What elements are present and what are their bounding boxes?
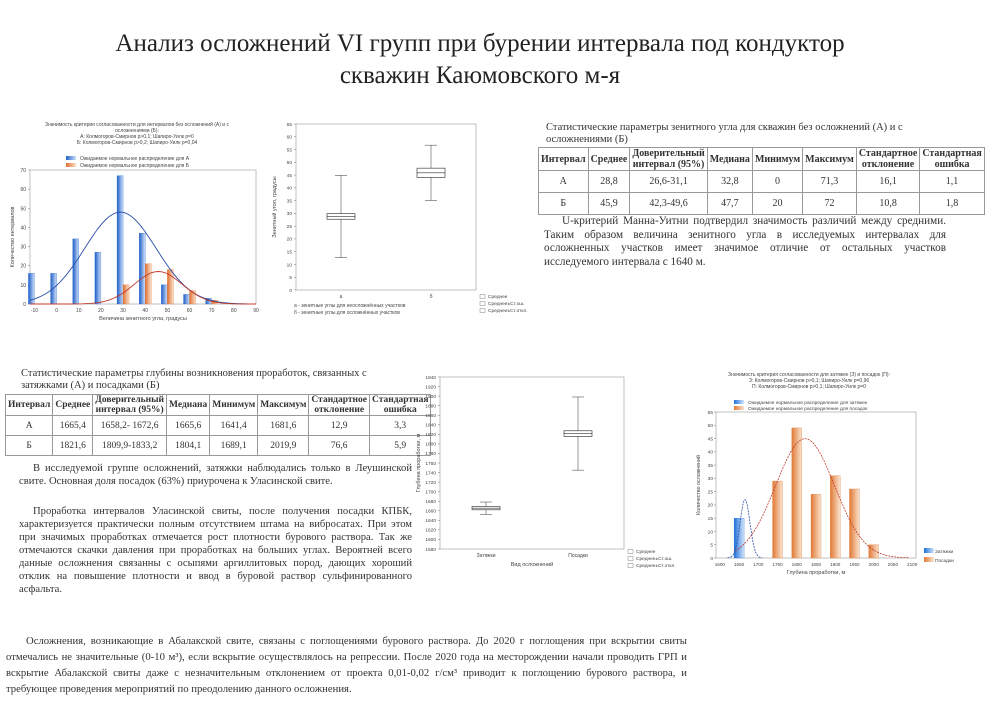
table2-header-cell: Доверительный интервал (95%) bbox=[93, 395, 167, 416]
y-tick-label: 1760 bbox=[425, 461, 436, 467]
bar-a bbox=[51, 273, 57, 304]
bar-a bbox=[117, 176, 123, 304]
table1-header-cell: Доверительный интервал (95%) bbox=[630, 148, 707, 171]
legend-label: Среднее bbox=[636, 550, 656, 555]
y-tick-label: 1780 bbox=[425, 452, 436, 458]
table2-caption: Статистические параметры глубины возникновения проработок, связанных с затяжками (А) и посадками (Б) bbox=[21, 368, 367, 391]
table-cell: 5,9 bbox=[369, 436, 431, 456]
table-cell: 1689,1 bbox=[210, 436, 258, 456]
histogram-depth-panel bbox=[694, 372, 958, 582]
side-legend-swatch bbox=[924, 548, 934, 553]
table1-panel bbox=[538, 122, 982, 215]
table-cell: 20 bbox=[752, 193, 802, 215]
table2-header-row bbox=[6, 395, 431, 416]
boxplot-zenith-panel bbox=[272, 122, 538, 322]
legend-marker bbox=[628, 550, 633, 554]
bar-a bbox=[139, 233, 145, 304]
y-tick-label: 10 bbox=[286, 263, 292, 269]
table-cell: 1,8 bbox=[920, 193, 984, 215]
x-tick-label: 1650 bbox=[733, 562, 745, 567]
y-tick-label: 10 bbox=[20, 282, 26, 289]
ulasinskaya-paragraph: Проработка интервалов Уласинской свиты, после получения посадки КПБК, характеризуется практически полным отсутствием штама на вибросатах. При этом при значимых проработках отмечается рост плотности бурового раствора. Так же отмечаются скачки давления при проработках на больших углах. Вероятней всего данные осложнения связанны с осыпями аргиллитовых пород, дающих хороший отклик на повышение плотности и ввод в буровой раствор сульфинированного асфальта. bbox=[19, 506, 412, 595]
y-tick-label: 1860 bbox=[425, 414, 436, 420]
x-tick-label: 70 bbox=[208, 308, 215, 314]
x-axis-label: Вид осложнений bbox=[510, 562, 554, 568]
table-cell: 1665,4 bbox=[53, 416, 93, 436]
y-tick-label: 5 bbox=[289, 276, 292, 282]
table2-header-cell: Среднее bbox=[53, 395, 93, 416]
y-tick-label: 50 bbox=[707, 424, 713, 430]
y-tick-label: 55 bbox=[286, 148, 292, 154]
y-tick-label: 15 bbox=[707, 516, 713, 522]
table-cell: 72 bbox=[803, 193, 857, 215]
x-tick-label: 1850 bbox=[810, 562, 822, 567]
y-tick-label: 1800 bbox=[425, 442, 436, 448]
legend-label: Среднее bbox=[488, 295, 508, 300]
y-tick-label: 60 bbox=[286, 135, 292, 141]
boxplot-depth-panel bbox=[418, 373, 690, 573]
y-tick-label: 1600 bbox=[425, 538, 436, 544]
y-tick-label: 30 bbox=[20, 244, 26, 251]
y-tick-label: 50 bbox=[286, 161, 292, 167]
y-tick-label: 10 bbox=[707, 530, 713, 536]
legend-label: Среднее±Ст.откл. bbox=[636, 564, 676, 569]
table-cell: 1681,6 bbox=[258, 416, 309, 436]
x-tick-label: 1600 bbox=[714, 562, 725, 567]
y-tick-label: 65 bbox=[286, 122, 292, 128]
y-tick-label: 1620 bbox=[425, 528, 436, 534]
table-cell: 16,1 bbox=[856, 171, 920, 193]
legend-marker bbox=[480, 309, 485, 313]
legend-swatch-a bbox=[734, 400, 744, 404]
table1-header-cell: Интервал bbox=[539, 148, 589, 171]
legend-label: Ожидаемое нормальное распределение для посадок bbox=[748, 407, 868, 412]
legend-swatch-a bbox=[66, 156, 76, 160]
y-tick-label: 30 bbox=[286, 212, 292, 218]
y-tick-label: 1680 bbox=[425, 500, 436, 506]
y-tick-label: 5 bbox=[710, 543, 713, 549]
y-tick-label: 0 bbox=[710, 556, 713, 562]
y-tick-label: 1900 bbox=[425, 394, 436, 400]
x-tick-label: 2100 bbox=[907, 562, 918, 567]
table-row bbox=[539, 171, 985, 193]
table2-header-cell: Медиана bbox=[167, 395, 210, 416]
legend-label: Ожидаемое нормальное распределение для затяжек bbox=[748, 401, 868, 406]
x-tick-label: 1700 bbox=[753, 562, 764, 567]
legend-label: Ожидаемое нормальное распределение для Б bbox=[80, 163, 190, 169]
x-axis-label: Величина зенитного угла, градусы bbox=[99, 316, 187, 322]
y-tick-label: 40 bbox=[286, 186, 292, 192]
table-cell: 2019,9 bbox=[258, 436, 309, 456]
hist1-header-line: Б: Колмогоров-Смирнов p>0,2; Шапиро-Уилк p=0,04 bbox=[76, 140, 198, 146]
table-cell: 1,1 bbox=[920, 171, 984, 193]
abalak-paragraph: Осложнения, возникающие в Абалакской свите, связаны с поглощениями бурового раствора. До 2020 г поглощения при вскрытии свиты отмечались не значительные (0-10 м³), если вскрытие осуществлялось на репрессии. После 2020 года на месторождении начали проводить ГРП и вскрытие Абалакской свиты даже с незначительным отклонением от проекта 0,01-0,02 г/см³ приводит к поглощению бурового раствора, и требующее проведения мероприятий по преодолению данного осложнения. bbox=[6, 635, 687, 695]
histogram-zenith-chart bbox=[6, 122, 268, 322]
y-tick-label: 1640 bbox=[425, 519, 436, 525]
legend-label: Среднее±Ст.ош. bbox=[636, 557, 673, 562]
plot-area bbox=[440, 377, 624, 549]
x-tick-label: 0 bbox=[55, 308, 58, 314]
y-tick-label: 1880 bbox=[425, 404, 436, 410]
table2-header-cell: Минимум bbox=[210, 395, 258, 416]
table-cell: 42,3-49,6 bbox=[630, 193, 707, 215]
table-cell: 1809,9-1833,2 bbox=[93, 436, 167, 456]
x-tick-label: 1900 bbox=[830, 562, 841, 567]
y-tick-label: 1920 bbox=[425, 385, 436, 391]
side-legend-label: Затяжки bbox=[935, 550, 954, 555]
y-tick-label: 35 bbox=[707, 463, 713, 469]
bar-posadki bbox=[773, 481, 783, 558]
boxplot-zenith-chart bbox=[272, 122, 538, 322]
table1 bbox=[538, 147, 985, 215]
x-tick-label: 20 bbox=[98, 308, 104, 314]
x-tick-label: 80 bbox=[231, 308, 237, 314]
table-row bbox=[6, 436, 431, 456]
y-tick-label: 1820 bbox=[425, 433, 436, 439]
legend-label: Среднее±Ст.ош. bbox=[488, 302, 525, 307]
y-tick-label: 70 bbox=[20, 168, 26, 174]
bar-b bbox=[145, 264, 151, 304]
y-tick-label: 45 bbox=[707, 437, 713, 443]
hist1-header-line: осложнениями (Б): bbox=[115, 128, 159, 134]
x-tick-label: 1800 bbox=[791, 562, 802, 567]
table-cell: 1641,4 bbox=[210, 416, 258, 436]
y-tick-label: 30 bbox=[707, 477, 713, 483]
y-tick-label: 50 bbox=[20, 206, 26, 213]
x-tick-label: 60 bbox=[186, 308, 193, 314]
table1-header-cell: Максимум bbox=[803, 148, 857, 171]
bar-posadki bbox=[869, 545, 879, 558]
legend-label: Среднее±Ст.откл. bbox=[488, 309, 528, 314]
y-tick-label: 0 bbox=[23, 302, 26, 308]
note-text: б - зенитные углы для осложнённых участков bbox=[294, 310, 400, 316]
y-tick-label: 20 bbox=[707, 503, 713, 509]
x-tick-label: 1950 bbox=[849, 562, 860, 567]
table2 bbox=[5, 394, 431, 456]
bar-a bbox=[73, 239, 79, 304]
x-category-label: а bbox=[339, 294, 343, 300]
table1-header-cell: Среднее bbox=[588, 148, 630, 171]
table2-header-cell: Интервал bbox=[6, 395, 53, 416]
table1-header-cell: Медиана bbox=[707, 148, 752, 171]
x-tick-label: 90 bbox=[253, 308, 259, 314]
x-category-label: Посадки bbox=[568, 553, 588, 559]
hist2-header-line: П: Колмогоров-Смирнов p>0,1; Шапиро-Уилк p=0 bbox=[752, 384, 866, 390]
y-axis-label: Количество интервалов bbox=[10, 206, 16, 268]
y-tick-label: 1720 bbox=[425, 480, 436, 486]
table-cell: Б bbox=[6, 436, 53, 456]
page-title bbox=[60, 28, 900, 92]
plot-area bbox=[296, 124, 476, 290]
bar-posadki bbox=[849, 489, 859, 558]
table-row bbox=[6, 416, 431, 436]
table2-panel bbox=[5, 368, 429, 456]
x-tick-label: 40 bbox=[142, 308, 148, 314]
x-category-label: б bbox=[429, 294, 433, 300]
table-cell: 1821,6 bbox=[53, 436, 93, 456]
legend-marker bbox=[480, 302, 485, 306]
table2-header-cell: Стандартная ошибка bbox=[369, 395, 431, 416]
bar-b bbox=[123, 285, 129, 304]
table1-header-cell: Минимум bbox=[752, 148, 802, 171]
title-line-2: скважин Каюмовского м-я bbox=[339, 62, 621, 89]
table1-header-row bbox=[539, 148, 985, 171]
y-axis-label: Глубина проработки, м bbox=[416, 433, 422, 493]
table-row bbox=[539, 193, 985, 215]
y-tick-label: 1660 bbox=[425, 509, 436, 515]
table-cell: А bbox=[539, 171, 589, 193]
y-tick-label: 0 bbox=[289, 288, 292, 294]
bar-a bbox=[95, 252, 101, 304]
table-cell: 10,8 bbox=[856, 193, 920, 215]
legend-marker bbox=[628, 557, 633, 561]
bar-a bbox=[184, 294, 190, 304]
bar-a bbox=[161, 285, 167, 304]
y-tick-label: 1580 bbox=[425, 547, 436, 553]
complications-paragraph: В исследуемой группе осложнений, затяжки наблюдались только в Леушинской свите. Основная доля посадок (63%) приурочена к Уласинской свите. bbox=[19, 463, 412, 487]
table-cell: 12,9 bbox=[309, 416, 370, 436]
x-tick-label: 2050 bbox=[887, 562, 899, 567]
table2-header-cell: Максимум bbox=[258, 395, 309, 416]
y-tick-label: 25 bbox=[707, 490, 713, 496]
histogram-zenith-panel bbox=[6, 122, 268, 322]
y-tick-label: 20 bbox=[286, 237, 292, 243]
table1-caption: Статистические параметры зенитного угла для скважин без осложнений (А) и с осложнениями (Б) bbox=[546, 122, 903, 145]
legend-marker bbox=[628, 564, 633, 568]
x-tick-label: 2000 bbox=[868, 562, 879, 567]
x-tick-label: 30 bbox=[120, 308, 126, 314]
y-axis-label: Количество осложнений bbox=[696, 455, 702, 515]
table-cell: 1804,1 bbox=[167, 436, 210, 456]
note-text: а - зенитные углы для неосложнённых участков bbox=[294, 303, 406, 309]
table-cell: 71,3 bbox=[803, 171, 857, 193]
legend-label: Ожидаемое нормальное распределение для А bbox=[80, 156, 190, 162]
histogram-depth-chart bbox=[694, 372, 958, 582]
x-tick-label: 1750 bbox=[772, 562, 783, 567]
side-legend-label: Посадки bbox=[935, 559, 954, 564]
boxplot-depth-chart bbox=[418, 373, 690, 573]
table-cell: 0 bbox=[752, 171, 802, 193]
table-cell: 1665,6 bbox=[167, 416, 210, 436]
bar-posadki bbox=[811, 494, 821, 558]
x-axis-label: Глубина проработки, м bbox=[786, 570, 846, 576]
hist2-header-line: Значимость критерия согласованности для затяжек (З) и посадок (П): bbox=[728, 372, 890, 378]
table-cell: 32,8 bbox=[707, 171, 752, 193]
table2-header-cell: Стандартное отклонение bbox=[309, 395, 370, 416]
y-tick-label: 40 bbox=[20, 225, 26, 232]
x-tick-label: -10 bbox=[30, 308, 39, 314]
title-line-1: Анализ осложнений VI групп при бурении интервала под кондуктор bbox=[115, 30, 845, 57]
table1-header-cell: Стандартное отклонение bbox=[856, 148, 920, 171]
y-tick-label: 1740 bbox=[425, 471, 436, 477]
y-tick-label: 40 bbox=[707, 450, 713, 456]
table-cell: 1658,2- 1672,6 bbox=[93, 416, 167, 436]
hist2-header-line: З: Колмогоров-Смирнов p>0,1; Шапиро-Уилк p=0,96 bbox=[748, 378, 870, 384]
x-tick-label: 10 bbox=[75, 308, 82, 314]
table-cell: 47,7 bbox=[707, 193, 752, 215]
y-tick-label: 60 bbox=[20, 187, 26, 194]
x-tick-label: 50 bbox=[164, 308, 171, 314]
hist1-header-line: А: Колмогоров-Смирнов p>0,1; Шапиро-Уилк p=0 bbox=[80, 134, 194, 140]
mann-whitney-paragraph: U-критерий Манна-Уитни подтвердил значимость различий между средними. Таким образом величина зенитного угла в исследуемых интервалах для осложненных участков имеет значимое отличие от остальных участков исследуемого интервала с 1640 м. bbox=[544, 215, 946, 268]
table-cell: А bbox=[6, 416, 53, 436]
table-cell: 76,6 bbox=[309, 436, 370, 456]
table-cell: Б bbox=[539, 193, 589, 215]
table-cell: 26,6-31,1 bbox=[630, 171, 707, 193]
legend-marker bbox=[480, 295, 485, 299]
table-cell: 45,9 bbox=[588, 193, 630, 215]
x-category-label: Затяжки bbox=[476, 553, 496, 559]
y-tick-label: 45 bbox=[286, 173, 292, 179]
legend-swatch-b bbox=[66, 163, 76, 167]
bar-zatyazhki bbox=[734, 518, 744, 558]
y-tick-label: 15 bbox=[286, 250, 292, 256]
table-cell: 3,3 bbox=[369, 416, 431, 436]
y-tick-label: 55 bbox=[707, 410, 713, 416]
y-tick-label: 1840 bbox=[425, 423, 436, 429]
hist1-header-line: Значимость критерия согласованности для интервалов без осложнений (А) и с bbox=[44, 122, 229, 128]
y-tick-label: 20 bbox=[20, 263, 26, 270]
y-tick-label: 25 bbox=[286, 224, 292, 230]
y-tick-label: 1700 bbox=[425, 490, 436, 496]
y-tick-label: 1940 bbox=[425, 375, 436, 381]
legend-swatch-b bbox=[734, 406, 744, 410]
y-axis-label: Зенитный угол, градусы bbox=[272, 176, 278, 238]
table1-header-cell: Стандартная ошибка bbox=[920, 148, 984, 171]
table-cell: 28,8 bbox=[588, 171, 630, 193]
y-tick-label: 35 bbox=[286, 199, 292, 205]
side-legend-swatch bbox=[924, 557, 934, 562]
